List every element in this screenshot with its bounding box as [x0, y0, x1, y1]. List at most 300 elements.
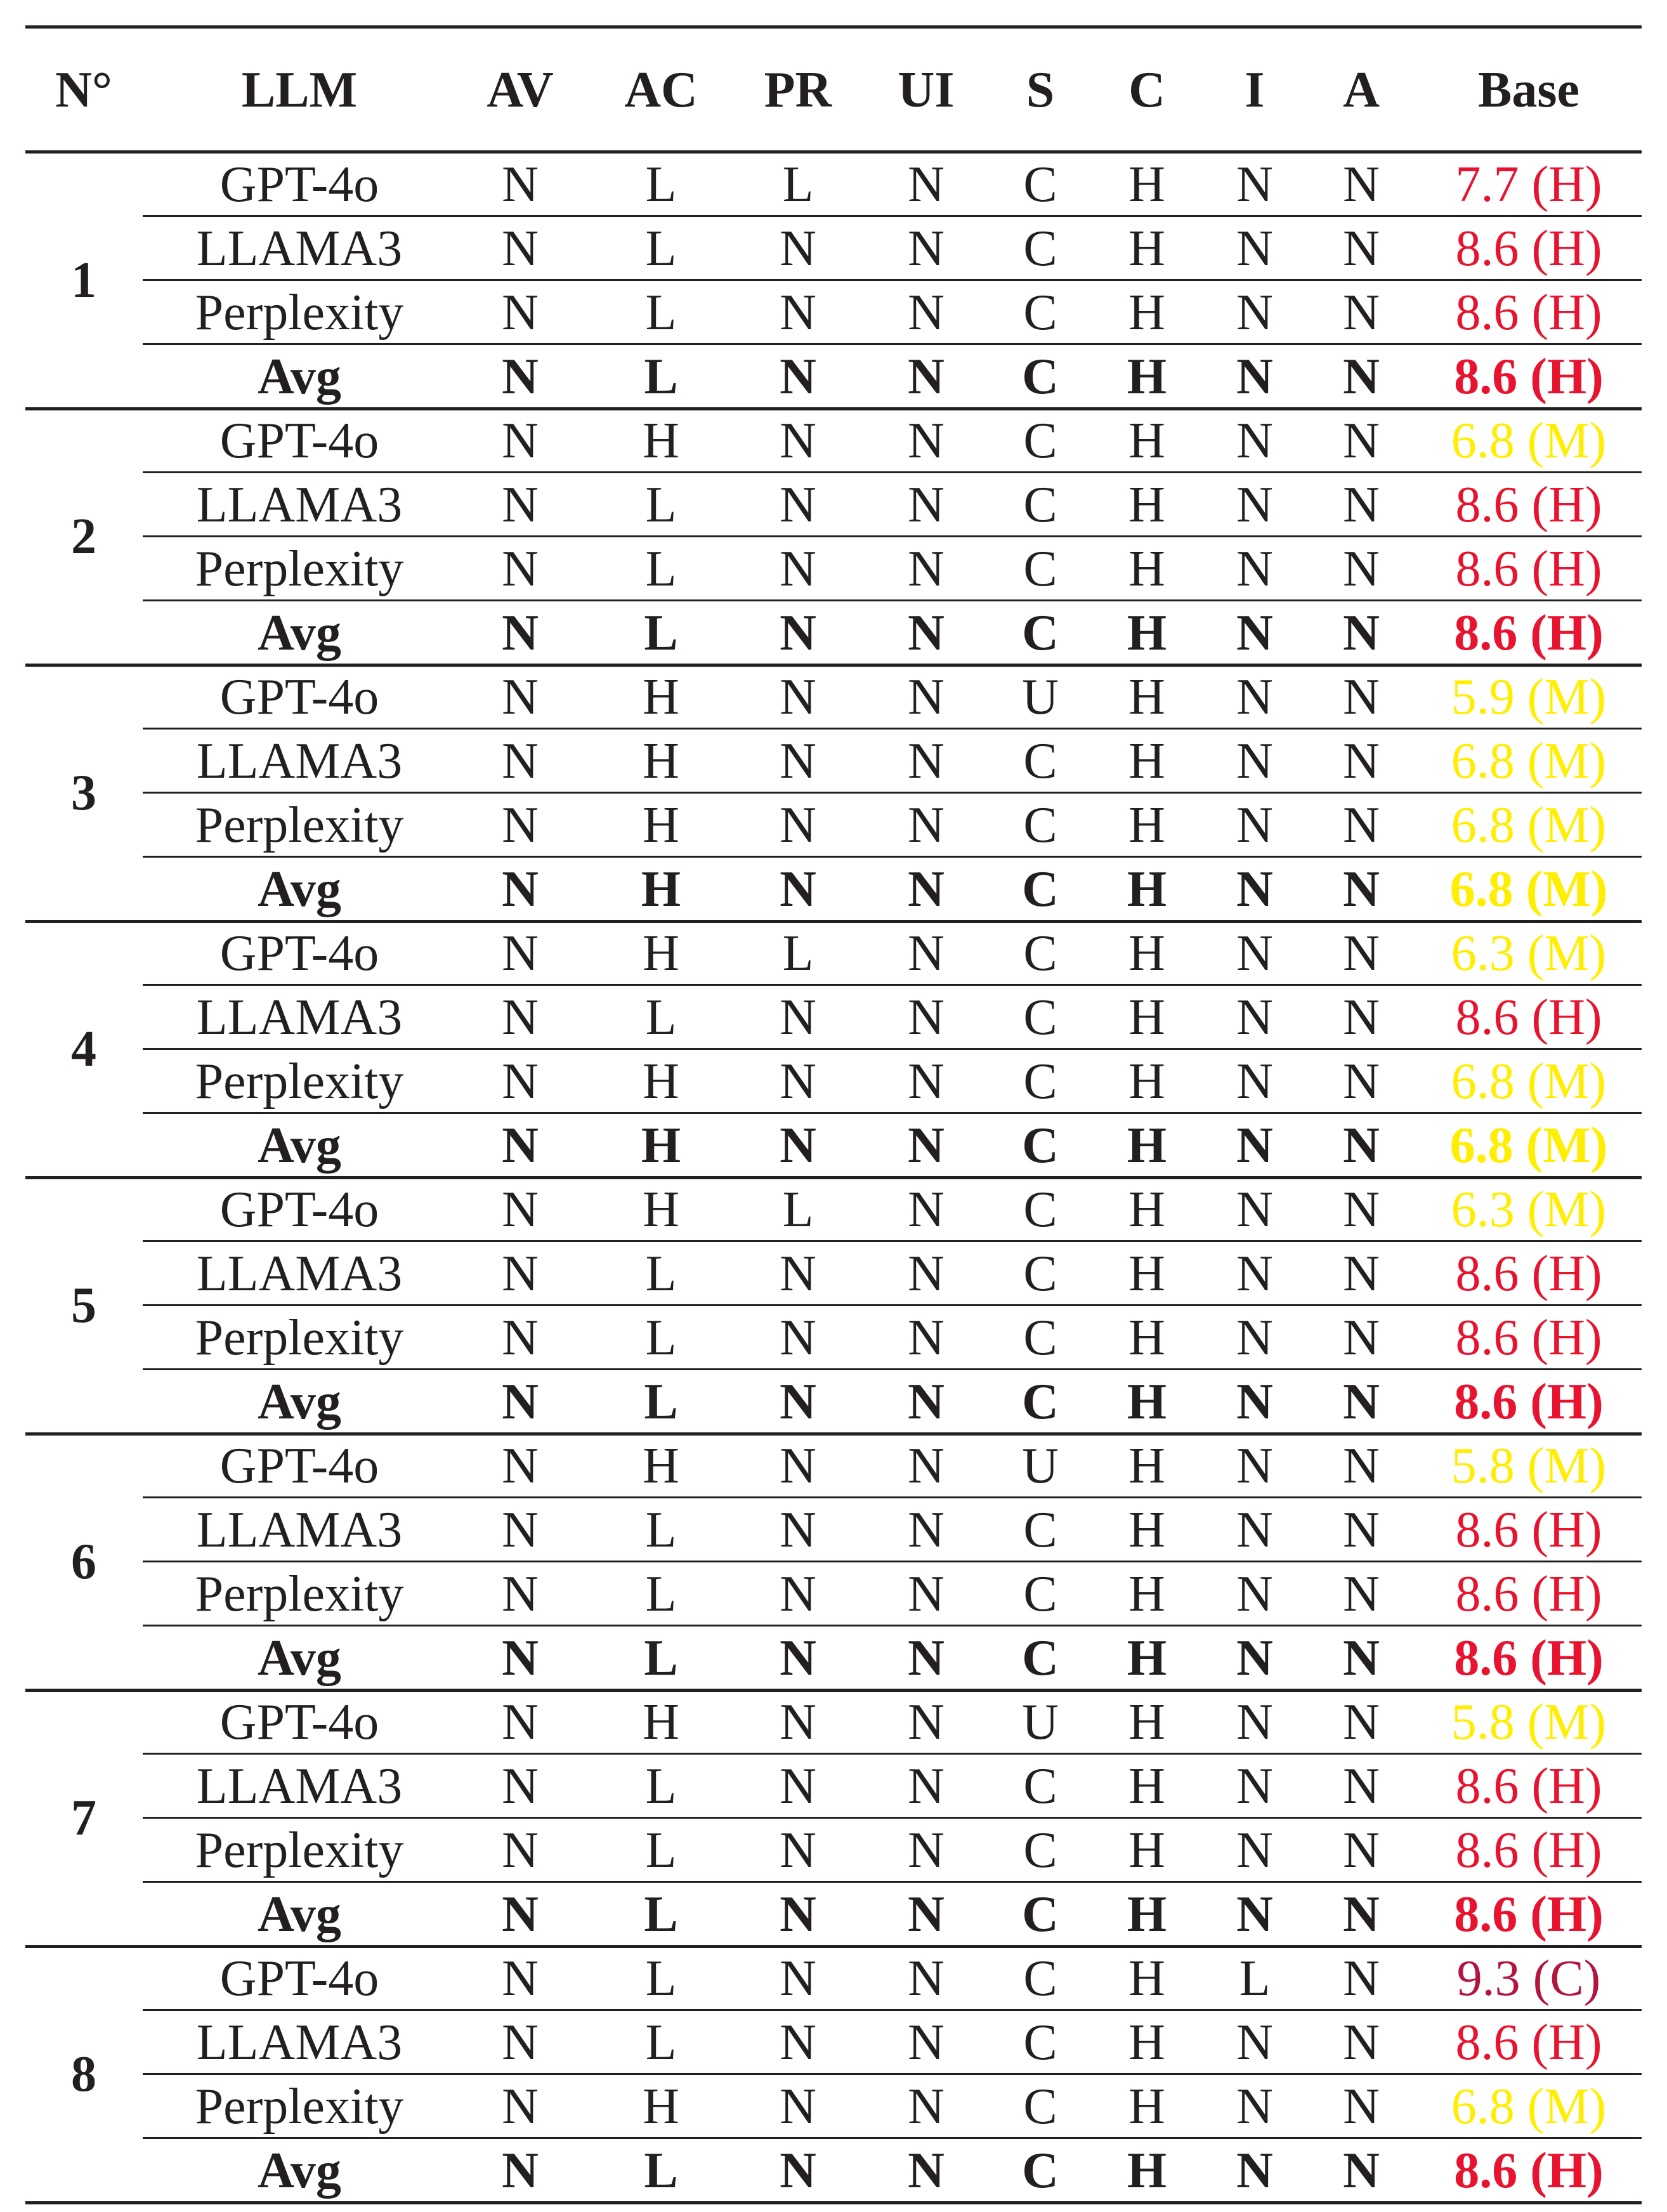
metric-c: H — [1128, 990, 1165, 1045]
metric-s: C — [1022, 2143, 1059, 2199]
metric-i: N — [1236, 157, 1273, 213]
metric-ac: L — [645, 477, 677, 533]
metric-av: N — [502, 733, 539, 789]
llm-name: GPT-4o — [219, 669, 379, 725]
base-score: 8.6 (H) — [1454, 2143, 1604, 2199]
metric-ac: H — [643, 926, 679, 981]
metric-pr: N — [780, 285, 816, 341]
metric-ac: L — [645, 1823, 677, 1878]
metric-pr: N — [780, 1438, 816, 1494]
metric-i: N — [1236, 990, 1273, 1045]
llm-name: GPT-4o — [219, 157, 379, 213]
metric-pr: N — [780, 1823, 816, 1878]
metric-s: C — [1022, 861, 1059, 917]
base-score: 8.6 (H) — [1455, 477, 1602, 533]
base-score: 8.6 (H) — [1455, 2015, 1602, 2071]
bottom-rule — [25, 2201, 1642, 2204]
metric-c: H — [1128, 1182, 1165, 1238]
metric-i: N — [1236, 541, 1273, 597]
metric-s: C — [1023, 1182, 1057, 1238]
metric-ac: H — [643, 1694, 679, 1750]
metric-s: C — [1023, 1566, 1057, 1622]
metric-s: C — [1023, 1502, 1057, 1558]
metric-i: N — [1236, 2143, 1273, 2199]
metric-i: N — [1236, 1182, 1273, 1238]
metric-i: N — [1236, 1118, 1273, 1174]
metric-ac: L — [645, 1951, 677, 2006]
metric-a: N — [1343, 926, 1380, 981]
metric-ac: H — [643, 1182, 679, 1238]
metric-pr: N — [780, 1887, 816, 1942]
group-number: 3 — [71, 765, 96, 821]
metric-ac: H — [643, 1438, 679, 1494]
metric-ui: N — [908, 1054, 945, 1109]
metric-ac: L — [645, 2015, 677, 2071]
metric-c: H — [1127, 1887, 1167, 1942]
metric-i: N — [1236, 1887, 1273, 1942]
metric-c: H — [1128, 1310, 1165, 1366]
metric-av: N — [502, 861, 539, 917]
base-score: 8.6 (H) — [1455, 541, 1602, 597]
metric-a: N — [1343, 413, 1380, 469]
metric-pr: N — [780, 1502, 816, 1558]
metric-ui: N — [908, 1118, 945, 1174]
metric-s: C — [1023, 2079, 1057, 2135]
base-score: 8.6 (H) — [1454, 605, 1604, 661]
metric-a: N — [1343, 2079, 1380, 2135]
metric-av: N — [502, 1054, 539, 1109]
metric-ui: N — [908, 1823, 945, 1878]
metric-c: H — [1128, 1694, 1165, 1750]
metric-i: N — [1236, 285, 1273, 341]
metric-i: N — [1236, 1438, 1273, 1494]
metric-s: C — [1022, 349, 1059, 405]
llm-name: Perplexity — [195, 1566, 404, 1622]
header-base: Base — [1478, 62, 1579, 118]
llm-name: GPT-4o — [219, 1182, 379, 1238]
metric-i: N — [1236, 926, 1273, 981]
metric-s: C — [1022, 1374, 1059, 1430]
metric-pr: N — [780, 669, 816, 725]
metric-ui: N — [908, 1502, 945, 1558]
metric-a: N — [1343, 1054, 1380, 1109]
metric-i: N — [1236, 413, 1273, 469]
llm-name: Perplexity — [195, 1823, 404, 1878]
metric-s: C — [1023, 1310, 1057, 1366]
metric-s: C — [1023, 477, 1057, 533]
metric-ui: N — [908, 861, 945, 917]
metric-pr: N — [780, 2143, 816, 2199]
metric-av: N — [502, 157, 539, 213]
metric-av: N — [502, 1502, 539, 1558]
metric-c: H — [1127, 2143, 1167, 2199]
metric-pr: L — [782, 157, 814, 213]
metric-av: N — [502, 1438, 539, 1494]
base-score: 8.6 (H) — [1455, 1246, 1602, 1302]
metric-i: N — [1236, 2015, 1273, 2071]
metric-a: N — [1343, 1374, 1380, 1430]
metric-a: N — [1343, 1694, 1380, 1750]
llm-name: LLAMA3 — [196, 221, 403, 277]
base-score: 8.6 (H) — [1454, 349, 1604, 405]
metric-ui: N — [908, 1246, 945, 1302]
base-score: 8.6 (H) — [1455, 221, 1602, 277]
metric-c: H — [1127, 1118, 1167, 1174]
metric-av: N — [502, 1246, 539, 1302]
metric-a: N — [1343, 349, 1380, 405]
metric-ui: N — [908, 1887, 945, 1942]
metric-a: N — [1343, 1823, 1380, 1878]
metric-i: N — [1236, 669, 1273, 725]
metric-ui: N — [908, 1758, 945, 1814]
metric-i: N — [1236, 797, 1273, 853]
metric-c: H — [1128, 1502, 1165, 1558]
top-rule — [25, 25, 1642, 29]
base-score: 5.8 (M) — [1451, 1694, 1607, 1750]
metric-c: H — [1128, 157, 1165, 213]
metric-ac: L — [645, 221, 677, 277]
metric-ui: N — [908, 541, 945, 597]
metric-av: N — [502, 285, 539, 341]
metric-i: N — [1236, 605, 1273, 661]
metric-ac: H — [643, 733, 679, 789]
metric-a: N — [1343, 157, 1380, 213]
llm-name: Avg — [258, 1630, 341, 1686]
base-score: 8.6 (H) — [1455, 990, 1602, 1045]
base-score: 8.6 (H) — [1455, 1310, 1602, 1366]
metric-s: C — [1023, 2015, 1057, 2071]
metric-a: N — [1343, 1438, 1380, 1494]
llm-name: Perplexity — [195, 285, 404, 341]
metric-s: C — [1023, 221, 1057, 277]
metric-pr: N — [780, 1951, 816, 2006]
base-score: 8.6 (H) — [1455, 1823, 1602, 1878]
metric-a: N — [1343, 221, 1380, 277]
metric-ui: N — [908, 1566, 945, 1622]
metric-av: N — [502, 349, 539, 405]
metric-ui: N — [908, 1438, 945, 1494]
base-score: 6.3 (M) — [1451, 926, 1607, 981]
metric-ui: N — [908, 413, 945, 469]
metric-av: N — [502, 1887, 539, 1942]
metric-av: N — [502, 990, 539, 1045]
metric-c: H — [1128, 541, 1165, 597]
metric-a: N — [1343, 1502, 1380, 1558]
metric-pr: N — [780, 413, 816, 469]
base-score: 6.8 (M) — [1451, 797, 1607, 853]
metric-a: N — [1343, 733, 1380, 789]
metric-c: H — [1128, 1246, 1165, 1302]
llm-name: LLAMA3 — [196, 2015, 403, 2071]
metric-c: H — [1127, 861, 1167, 917]
metric-s: C — [1023, 733, 1057, 789]
llm-name: Perplexity — [195, 1054, 404, 1109]
group-number: 6 — [71, 1534, 96, 1590]
metric-ac: L — [645, 1566, 677, 1622]
metric-a: N — [1343, 797, 1380, 853]
metric-ui: N — [908, 477, 945, 533]
header-s: S — [1026, 62, 1055, 118]
metric-a: N — [1343, 990, 1380, 1045]
metric-pr: N — [780, 1310, 816, 1366]
metric-a: N — [1343, 477, 1380, 533]
llm-name: GPT-4o — [219, 413, 379, 469]
llm-name: LLAMA3 — [196, 990, 403, 1045]
metric-c: H — [1128, 1054, 1165, 1109]
llm-name: Avg — [258, 1374, 341, 1430]
metric-s: C — [1023, 541, 1057, 597]
metric-pr: N — [780, 1054, 816, 1109]
metric-pr: N — [780, 2079, 816, 2135]
llm-name: LLAMA3 — [196, 733, 403, 789]
metric-ui: N — [908, 2143, 945, 2199]
metric-c: H — [1128, 2015, 1165, 2071]
metric-pr: N — [780, 541, 816, 597]
metric-pr: N — [780, 1246, 816, 1302]
base-score: 8.6 (H) — [1455, 1566, 1602, 1622]
metric-i: N — [1236, 1374, 1273, 1430]
metric-av: N — [502, 413, 539, 469]
metric-ac: L — [644, 1374, 678, 1430]
metric-i: N — [1236, 1054, 1273, 1109]
metric-s: C — [1022, 1887, 1059, 1942]
metric-av: N — [502, 1182, 539, 1238]
metric-ui: N — [908, 285, 945, 341]
llm-name: Perplexity — [195, 1310, 404, 1366]
base-score: 9.3 (C) — [1456, 1951, 1601, 2006]
metric-ui: N — [908, 1182, 945, 1238]
group-number: 5 — [71, 1278, 96, 1333]
llm-name: GPT-4o — [219, 1951, 379, 2006]
group-number: 7 — [71, 1790, 96, 1846]
base-score: 8.6 (H) — [1455, 285, 1602, 341]
metric-s: C — [1023, 1823, 1057, 1878]
llm-name: GPT-4o — [219, 1438, 379, 1494]
metric-s: C — [1023, 797, 1057, 853]
metric-i: N — [1236, 349, 1273, 405]
metric-pr: N — [780, 1566, 816, 1622]
base-score: 6.8 (M) — [1451, 413, 1607, 469]
llm-name: Avg — [258, 1118, 341, 1174]
metric-av: N — [502, 477, 539, 533]
llm-name: Perplexity — [195, 2079, 404, 2135]
metric-ac: H — [641, 861, 681, 917]
metric-av: N — [502, 1566, 539, 1622]
metric-av: N — [502, 605, 539, 661]
metric-s: C — [1023, 157, 1057, 213]
metric-c: H — [1127, 1630, 1167, 1686]
metric-ac: H — [643, 2079, 679, 2135]
base-score: 6.8 (M) — [1451, 2079, 1607, 2135]
metric-c: H — [1128, 926, 1165, 981]
metric-ac: H — [641, 1118, 681, 1174]
metric-i: N — [1236, 1823, 1273, 1878]
metric-ac: L — [645, 157, 677, 213]
metric-pr: N — [780, 221, 816, 277]
metric-av: N — [502, 1694, 539, 1750]
llm-name: Avg — [258, 1887, 341, 1942]
llm-name: Perplexity — [195, 797, 404, 853]
base-score: 6.3 (M) — [1451, 1182, 1607, 1238]
metric-s: C — [1022, 1630, 1059, 1686]
base-score: 6.8 (M) — [1451, 733, 1607, 789]
llm-name: LLAMA3 — [196, 1758, 403, 1814]
metric-ac: L — [644, 1630, 678, 1686]
metric-ac: L — [644, 605, 678, 661]
header-pr: PR — [764, 62, 832, 118]
metric-a: N — [1343, 861, 1380, 917]
metric-c: H — [1127, 605, 1167, 661]
metric-av: N — [502, 1951, 539, 2006]
metric-c: H — [1128, 2079, 1165, 2135]
base-score: 5.8 (M) — [1451, 1438, 1607, 1494]
metric-av: N — [502, 797, 539, 853]
metric-c: H — [1128, 797, 1165, 853]
metric-ui: N — [908, 1310, 945, 1366]
metric-ac: L — [645, 990, 677, 1045]
metric-ui: N — [908, 221, 945, 277]
metric-ui: N — [908, 157, 945, 213]
metric-pr: N — [780, 1758, 816, 1814]
llm-name: LLAMA3 — [196, 477, 403, 533]
metric-ac: L — [645, 1246, 677, 1302]
metric-pr: N — [780, 990, 816, 1045]
metric-pr: N — [780, 2015, 816, 2071]
metric-pr: N — [780, 477, 816, 533]
metric-i: N — [1236, 1310, 1273, 1366]
metric-a: N — [1343, 1951, 1380, 2006]
metric-a: N — [1343, 2143, 1380, 2199]
metric-i: N — [1236, 1246, 1273, 1302]
metric-s: C — [1023, 926, 1057, 981]
metric-ac: H — [643, 797, 679, 853]
metric-ui: N — [908, 797, 945, 853]
llm-name: Avg — [258, 605, 341, 661]
metric-i: N — [1236, 2079, 1273, 2135]
metric-c: H — [1128, 1823, 1165, 1878]
metric-a: N — [1343, 1246, 1380, 1302]
metric-s: C — [1023, 413, 1057, 469]
metric-pr: N — [780, 1118, 816, 1174]
metric-c: H — [1128, 1951, 1165, 2006]
metric-i: N — [1236, 861, 1273, 917]
metric-av: N — [502, 1374, 539, 1430]
metric-c: H — [1128, 669, 1165, 725]
base-score: 6.8 (M) — [1449, 1118, 1608, 1174]
header-ac: AC — [624, 62, 698, 118]
metric-ui: N — [908, 733, 945, 789]
metric-i: N — [1236, 477, 1273, 533]
metric-c: H — [1127, 349, 1167, 405]
metric-i: N — [1236, 1694, 1273, 1750]
metric-av: N — [502, 1758, 539, 1814]
metric-av: N — [502, 2015, 539, 2071]
metric-s: U — [1022, 669, 1059, 725]
header-i: I — [1245, 62, 1265, 118]
llm-name: LLAMA3 — [196, 1246, 403, 1302]
metric-pr: N — [780, 733, 816, 789]
metric-s: C — [1023, 1951, 1057, 2006]
base-score: 8.6 (H) — [1454, 1374, 1604, 1430]
base-score: 8.6 (H) — [1454, 1887, 1604, 1942]
llm-name: GPT-4o — [219, 1694, 379, 1750]
llm-name: Avg — [258, 2143, 341, 2199]
metric-ac: L — [645, 285, 677, 341]
metric-ui: N — [908, 2079, 945, 2135]
metric-av: N — [502, 926, 539, 981]
metric-ac: L — [645, 541, 677, 597]
llm-name: Avg — [258, 349, 341, 405]
metric-av: N — [502, 221, 539, 277]
metric-i: N — [1236, 1566, 1273, 1622]
metric-pr: L — [782, 926, 814, 981]
metric-ac: L — [645, 1758, 677, 1814]
metric-ac: L — [645, 1502, 677, 1558]
metric-av: N — [502, 541, 539, 597]
metric-av: N — [502, 2143, 539, 2199]
metric-av: N — [502, 1823, 539, 1878]
llm-name: Avg — [258, 861, 341, 917]
metric-s: C — [1022, 605, 1059, 661]
metric-c: H — [1128, 221, 1165, 277]
metric-i: N — [1236, 1758, 1273, 1814]
metric-s: C — [1023, 1758, 1057, 1814]
metric-i: N — [1236, 1630, 1273, 1686]
metric-a: N — [1343, 1758, 1380, 1814]
metric-s: C — [1023, 1054, 1057, 1109]
metric-a: N — [1343, 1118, 1380, 1174]
metric-a: N — [1343, 541, 1380, 597]
metric-ui: N — [908, 349, 945, 405]
metric-pr: L — [782, 1182, 814, 1238]
base-score: 8.6 (H) — [1455, 1502, 1602, 1558]
metric-s: C — [1023, 1246, 1057, 1302]
metric-a: N — [1343, 1310, 1380, 1366]
metric-c: H — [1128, 413, 1165, 469]
metric-av: N — [502, 1630, 539, 1686]
metric-i: N — [1236, 221, 1273, 277]
metric-s: U — [1022, 1438, 1059, 1494]
metric-c: H — [1127, 1374, 1167, 1430]
metric-a: N — [1343, 1630, 1380, 1686]
metric-a: N — [1343, 1566, 1380, 1622]
metric-c: H — [1128, 477, 1165, 533]
metric-a: N — [1343, 285, 1380, 341]
metric-ui: N — [908, 990, 945, 1045]
base-score: 6.8 (M) — [1451, 1054, 1607, 1109]
metric-ac: L — [644, 2143, 678, 2199]
metric-ui: N — [908, 1951, 945, 2006]
metric-ui: N — [908, 605, 945, 661]
base-score: 7.7 (H) — [1455, 157, 1602, 213]
metric-ac: H — [643, 669, 679, 725]
metric-a: N — [1343, 669, 1380, 725]
metric-s: C — [1022, 1118, 1059, 1174]
metric-ui: N — [908, 1374, 945, 1430]
base-score: 6.8 (M) — [1449, 861, 1608, 917]
metric-pr: N — [780, 861, 816, 917]
metric-s: C — [1023, 285, 1057, 341]
metric-c: H — [1128, 733, 1165, 789]
metric-i: N — [1236, 1502, 1273, 1558]
llm-name: GPT-4o — [219, 926, 379, 981]
metric-s: U — [1022, 1694, 1059, 1750]
metric-pr: N — [780, 1630, 816, 1686]
metric-ui: N — [908, 926, 945, 981]
group-number: 2 — [71, 509, 96, 565]
metric-ac: L — [644, 349, 678, 405]
base-score: 5.9 (M) — [1451, 669, 1607, 725]
